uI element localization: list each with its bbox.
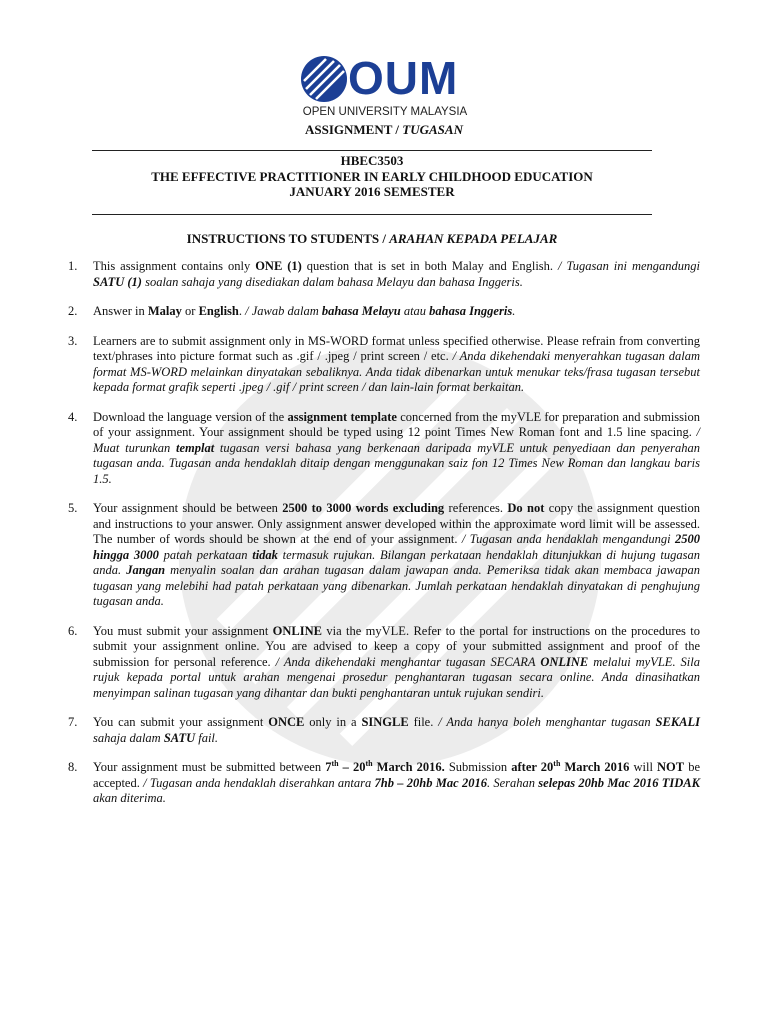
- logo-wordmark: OUM: [348, 52, 459, 104]
- oum-logo: [290, 52, 480, 125]
- instructions-heading: [92, 231, 652, 247]
- instruction-item-8: [68, 760, 700, 807]
- logo-subtitle: OPEN UNIVERSITY MALAYSIA: [302, 106, 468, 118]
- assignment-heading-en: ASSIGNMENT /: [305, 122, 400, 137]
- instructions-heading-ms: ARAHAN KEPADA PELAJAR: [389, 231, 558, 246]
- instruction-item-5: [68, 501, 700, 610]
- item-text: Answer in Malay or English. / Jawab dalam bahasa Melayu atau bahasa Inggeris.: [93, 304, 516, 318]
- item-number: 7.: [68, 715, 78, 729]
- instruction-item-1: [68, 259, 700, 290]
- item-number: 5.: [68, 501, 78, 515]
- bottom-divider: [92, 214, 652, 215]
- item-number: 2.: [68, 304, 78, 318]
- item-number: 4.: [68, 409, 78, 424]
- item-number: 6.: [68, 623, 78, 638]
- instructions-list: [68, 259, 700, 821]
- course-code: HBEC3503: [340, 153, 404, 168]
- item-text: You can submit your assignment ONCE only in a SINGLE file. / Anda hanya boleh menghantar tugasan SEKALI sahaja dalam SATU fail.: [93, 715, 700, 745]
- item-text: Your assignment should be between 2500 to 3000 words excluding references. Do not copy the assignment question and instructions to your answer. Only assignment answer developed within the approximate word limit will be assessed. The number of words should be shown at the end of your assignment. / Tugasan anda hendaklah mengandungi 2500 hingga 3000 patah perkataan tidak termasuk rujukan. Bilangan perkataan hendaklah ditunjukkan di hujung tugasan anda. Jangan menyalin soalan dan arahan tugasan dalam jawapan anda. Pemeriksa tidak akan membaca jawapan tugasan yang melebihi had patah perkataan yang dibenarkan. Jumlah perkataan hendaklah dinyatakan di penghujung tugasan anda.: [93, 501, 701, 608]
- instruction-item-6: [68, 624, 700, 702]
- item-number: 8.: [68, 760, 78, 774]
- instruction-item-3: [68, 334, 700, 396]
- item-number: 3.: [68, 333, 78, 348]
- item-text: This assignment contains only ONE (1) question that is set in both Malay and English. / Tugasan ini mengandungi SATU (1) soalan sahaja yang disediakan dalam bahasa Melayu dan bahasa Inggeris.: [93, 259, 700, 289]
- top-divider: [92, 150, 652, 151]
- course-semester: JANUARY 2016 SEMESTER: [289, 184, 455, 199]
- course-header: [92, 153, 652, 200]
- instruction-item-2: [68, 304, 700, 320]
- instruction-item-7: [68, 715, 700, 746]
- item-number: 1.: [68, 259, 78, 273]
- instructions-heading-en: INSTRUCTIONS TO STUDENTS /: [186, 231, 386, 246]
- assignment-heading: [0, 122, 768, 138]
- item-text: Your assignment must be submitted between 7th – 20th March 2016. Submission after 20th March 2016 will NOT be accepted. / Tugasan anda hendaklah diserahkan antara 7hb – 20hb Mac 2016. Serahan selepas 20hb Mac 2016 TIDAK akan diterima.: [93, 758, 700, 805]
- instruction-item-4: [68, 410, 700, 488]
- assignment-heading-ms: TUGASAN: [402, 122, 463, 137]
- item-text: Download the language version of the assignment template concerned from the myVLE for preparation and submission of your assignment. Your assignment should be typed using 12 point Times New Roman font and 1.5 line spacing. / Muat turunkan templat tugasan versi bahasa yang berkenaan daripada myVLE untuk penyediaan dan penyerahan tugasan anda. Tugasan anda hendaklah ditaip dengan menggunakan saiz fon 12 Times New Roman dan langkau baris 1.5.: [93, 409, 700, 486]
- course-title: THE EFFECTIVE PRACTITIONER IN EARLY CHILDHOOD EDUCATION: [151, 168, 593, 184]
- oum-emblem-icon: [300, 55, 348, 103]
- item-text: Learners are to submit assignment only in MS-WORD format unless specified otherwise. Please refrain from converting text/phrases into picture format such as .gif / .jpeg / print screen / etc. / Anda dikehendaki menyerahkan tugasan dalam format MS-WORD melainkan dinyatakan sebaliknya. Anda tidak dibenarkan untuk menukar teks/frasa tugasan tersebut kepada format grafik seperti .jpeg / .gif / print screen / dan lain-lain format berkaitan.: [93, 333, 700, 394]
- item-text: You must submit your assignment ONLINE via the myVLE. Refer to the portal for instructions on the procedures to submit your assignment online. You are advised to keep a copy of your submitted assignment and proof of the submission for personal reference. / Anda dikehendaki menghantar tugasan SECARA ONLINE melalui myVLE. Sila rujuk kepada portal untuk arahan mengenai prosedur penghantaran tugasan secara online. Anda dinasihatkan menyimpan salinan tugasan yang dihantar dan bukti penghantaran untuk rujukan sendiri.: [93, 623, 700, 700]
